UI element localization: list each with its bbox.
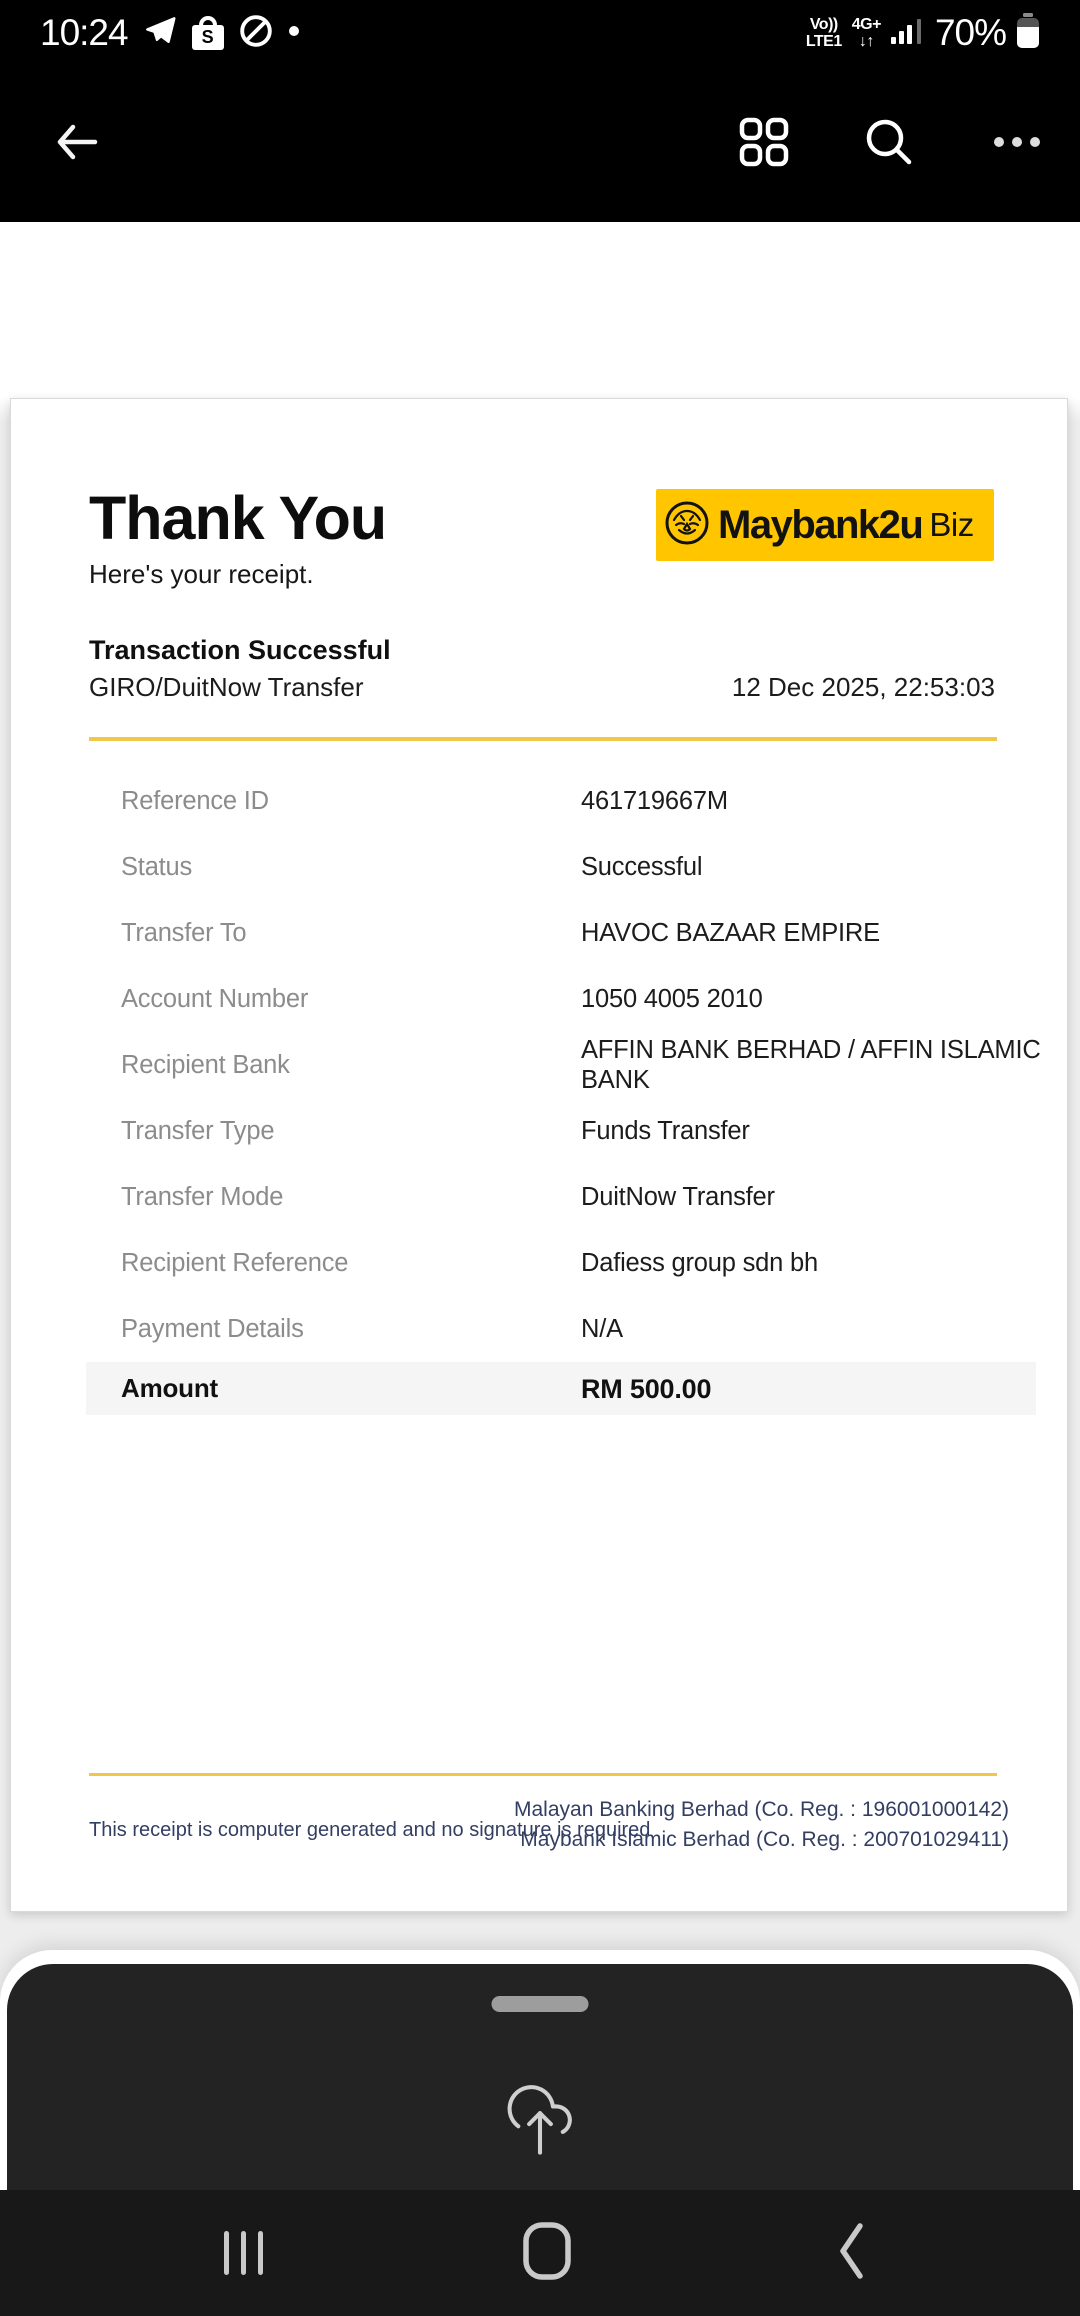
row-label: Status [121, 852, 193, 881]
maybank-tiger-icon [664, 500, 710, 551]
row-label: Payment Details [121, 1314, 304, 1343]
row-label: Recipient Reference [121, 1248, 349, 1277]
more-dots-icon [991, 135, 1043, 154]
home-button[interactable] [487, 2190, 607, 2316]
amount-row [86, 1362, 1036, 1415]
telegram-icon [142, 14, 178, 53]
battery-percent: 70% [934, 12, 1006, 53]
cloud-upload-icon [507, 2082, 573, 2163]
receipt-title: Thank You [89, 484, 387, 552]
search-icon [862, 115, 916, 174]
notification-dot-icon [288, 24, 300, 42]
sheet-drag-handle[interactable] [492, 1996, 589, 2012]
tabs-button[interactable] [733, 66, 795, 222]
detail-row-payment-details [86, 1296, 1036, 1362]
battery-icon [1016, 13, 1040, 54]
registration-line: Maybank Islamic Berhad (Co. Reg. : 200701029411) [520, 1828, 1009, 1851]
detail-row-reference-id [86, 768, 1036, 834]
row-value: DuitNow Transfer [581, 1183, 775, 1211]
detail-row-account-number [86, 966, 1036, 1032]
signal-strength-icon [891, 16, 925, 51]
recents-button[interactable] [183, 2190, 303, 2316]
row-label: Transfer Type [121, 1116, 275, 1145]
grid-icon [738, 116, 790, 173]
nav-back-button[interactable] [791, 2190, 911, 2316]
transaction-status-heading: Transaction Successful [89, 635, 391, 665]
row-value: Successful [581, 853, 703, 881]
transaction-datetime: 12 Dec 2025, 22:53:03 [731, 672, 995, 702]
receipt-subtitle: Here's your receipt. [89, 559, 314, 589]
shopee-icon: S [192, 16, 224, 50]
row-label: Reference ID [121, 786, 269, 815]
search-button[interactable] [858, 66, 920, 222]
nav-back-icon [836, 2221, 866, 2286]
row-value: 461719667M [581, 787, 728, 815]
registration-line: Malayan Banking Berhad (Co. Reg. : 196001000142) [514, 1798, 1009, 1821]
logo-wordmark: Maybank2u [718, 502, 923, 547]
share-upload-button[interactable] [500, 2082, 580, 2162]
more-options-button[interactable] [986, 66, 1048, 222]
detail-row-recipient-reference [86, 1230, 1036, 1296]
gold-divider-bottom [89, 1773, 997, 1776]
status-bar [0, 0, 1080, 66]
amount-value: RM 500.00 [581, 1373, 712, 1404]
transfer-type-label: GIRO/DuitNow Transfer [89, 672, 364, 702]
clock: 10:24 [40, 12, 128, 53]
maybank2u-biz-logo [656, 489, 994, 561]
row-label: Transfer To [121, 918, 247, 947]
row-value: HAVOC BAZAAR EMPIRE [581, 919, 880, 947]
receipt-card [10, 398, 1068, 1912]
blocked-mode-icon [238, 13, 274, 54]
app-toolbar [0, 66, 1080, 222]
bank-registration-lines [514, 1795, 1009, 1855]
android-navigation-bar [0, 2190, 1080, 2316]
row-value: Funds Transfer [581, 1117, 750, 1145]
logo-suffix: Biz [929, 506, 974, 543]
gold-divider-top [89, 737, 997, 741]
volte-indicator: Vo)) LTE1 [805, 16, 842, 50]
detail-row-transfer-mode [86, 1164, 1036, 1230]
home-icon [522, 2222, 572, 2285]
detail-row-transfer-type [86, 1098, 1036, 1164]
row-label: Transfer Mode [121, 1182, 284, 1211]
row-label: Recipient Bank [121, 1050, 290, 1079]
row-value: Dafiess group sdn bh [581, 1249, 818, 1277]
amount-label: Amount [121, 1373, 218, 1403]
network-indicator: 4G+ ↓↑ [851, 16, 881, 50]
recents-icon [224, 2231, 263, 2275]
back-arrow-icon [53, 119, 99, 170]
detail-row-transfer-to [86, 900, 1036, 966]
detail-row-recipient-bank [86, 1032, 1041, 1098]
transaction-details [86, 768, 1041, 1415]
receipt-disclaimer: This receipt is computer generated and no signature is required [89, 1819, 651, 1841]
detail-row-status [86, 834, 1036, 900]
row-label: Account Number [121, 984, 309, 1013]
back-button[interactable] [46, 66, 106, 222]
row-value: AFFIN BANK BERHAD / AFFIN ISLAMIC BANK [581, 1036, 1041, 1094]
row-value: N/A [581, 1315, 623, 1343]
row-value: 1050 4005 2010 [581, 985, 763, 1013]
